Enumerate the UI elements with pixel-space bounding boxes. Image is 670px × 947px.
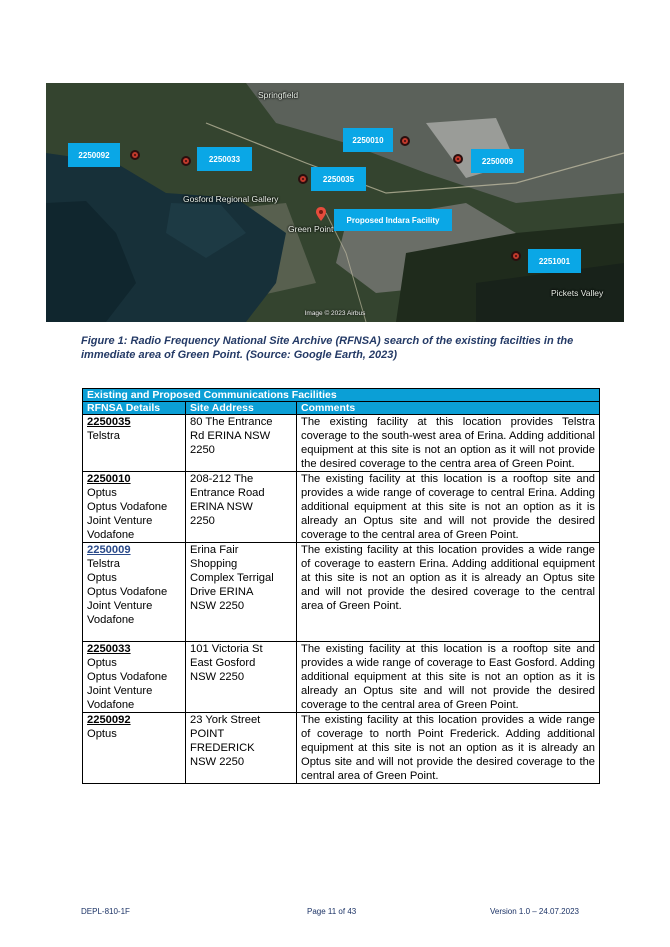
site-id: 2250092 bbox=[87, 714, 131, 726]
address-line: Complex Terrigal bbox=[190, 572, 274, 584]
address-line: 23 York Street bbox=[190, 714, 261, 726]
comment-cell: The existing facility at this location is a rooftop site and provides a wide range of coverage to central Erina. Adding additional equipment at this site is not an option as it is already an Optus site and will not provide the desired coverage to the central area of Green Point. bbox=[297, 472, 600, 543]
address-line: 101 Victoria St bbox=[190, 643, 263, 655]
site-label-2250033: 2250033 bbox=[197, 147, 252, 171]
comment-cell: The existing facility at this location provides a wide range of coverage to eastern Erina. Adding additional equipment at this site is not an option as it is already an Optus site and will not provide the desired coverage to the central area of Green Point. bbox=[297, 543, 600, 642]
address-line: 208-212 The bbox=[190, 473, 254, 485]
carrier: Optus bbox=[87, 572, 117, 584]
site-marker-2250009 bbox=[453, 154, 463, 164]
site-label-2251001: 2251001 bbox=[528, 249, 581, 273]
carrier: Optus bbox=[87, 728, 117, 740]
map-terrain bbox=[46, 83, 624, 322]
carrier: Joint Venture bbox=[87, 600, 153, 612]
site-id: 2250010 bbox=[87, 473, 131, 485]
site-id-link[interactable]: 2250009 bbox=[87, 544, 131, 556]
address-cell bbox=[186, 543, 297, 642]
rfnsa-cell bbox=[83, 415, 186, 472]
address-line: NSW 2250 bbox=[190, 671, 245, 683]
site-marker-2250010 bbox=[400, 136, 410, 146]
carrier: Vodafone bbox=[87, 614, 135, 626]
carrier: Optus Vodafone bbox=[87, 501, 168, 513]
address-cell bbox=[186, 713, 297, 784]
carrier: Optus bbox=[87, 487, 117, 499]
table-row bbox=[83, 472, 600, 543]
map-label-pickets-valley: Pickets Valley bbox=[551, 288, 604, 298]
address-line: 2250 bbox=[190, 515, 215, 527]
address-line: 80 The Entrance bbox=[190, 416, 273, 428]
rfnsa-cell bbox=[83, 642, 186, 713]
carrier: Telstra bbox=[87, 558, 120, 570]
proposed-pin-icon bbox=[316, 207, 326, 221]
figure-caption: Figure 1: Radio Frequency National Site Archive (RFNSA) search of the existing facilties in the immediate area of Green Point. (Source: Google Earth, 2023) bbox=[81, 335, 574, 361]
carrier: Telstra bbox=[87, 430, 120, 442]
carrier: Optus bbox=[87, 657, 117, 669]
header-rfnsa: RFNSA Details bbox=[83, 402, 186, 415]
address-line: POINT bbox=[190, 728, 225, 740]
address-line: NSW 2250 bbox=[190, 600, 245, 612]
table-row bbox=[83, 642, 600, 713]
comment-cell: The existing facility at this location provides Telstra coverage to the south-west area of Erina. Adding additional equipment at this site is not an option as it will not provide the desired coverage to the centra area of Green Point. bbox=[297, 415, 600, 472]
address-line: East Gosford bbox=[190, 657, 256, 669]
address-line: Rd ERINA NSW bbox=[190, 430, 271, 442]
site-marker-2251001 bbox=[511, 251, 521, 261]
footer-version: Version 1.0 – 24.07.2023 bbox=[490, 907, 579, 916]
site-marker-2250092 bbox=[130, 150, 140, 160]
satellite-map bbox=[46, 83, 624, 322]
site-marker-2250035 bbox=[298, 174, 308, 184]
rfnsa-cell bbox=[83, 472, 186, 543]
site-label-2250010: 2250010 bbox=[343, 128, 393, 152]
carrier: Optus Vodafone bbox=[87, 671, 168, 683]
rfnsa-cell bbox=[83, 543, 186, 642]
address-line: NSW 2250 bbox=[190, 756, 245, 768]
carrier: Vodafone bbox=[87, 529, 135, 541]
table-title: Existing and Proposed Communications Facilities bbox=[83, 389, 600, 402]
proposed-facility-label: Proposed Indara Facility bbox=[334, 209, 452, 231]
address-line: Shopping bbox=[190, 558, 238, 570]
map-label-green-point: Green Point bbox=[288, 224, 334, 234]
table-row bbox=[83, 543, 600, 642]
carrier: Joint Venture bbox=[87, 685, 153, 697]
table-header-row bbox=[83, 402, 600, 415]
table-title-row bbox=[83, 389, 600, 402]
site-label-2250035: 2250035 bbox=[311, 167, 366, 191]
table-row bbox=[83, 713, 600, 784]
address-line: Entrance Road bbox=[190, 487, 265, 499]
header-address: Site Address bbox=[186, 402, 297, 415]
address-cell bbox=[186, 472, 297, 543]
address-line: ERINA NSW bbox=[190, 501, 253, 513]
comment-cell: The existing facility at this location provides a wide range of coverage to north Point Frederick. Adding additional equipment at this site is not an option as it is already an Optus site and will not provide the desired coverage to the central area of Green Point. bbox=[297, 713, 600, 784]
facilities-table bbox=[82, 388, 600, 784]
site-marker-2250033 bbox=[181, 156, 191, 166]
comment-cell: The existing facility at this location is a rooftop site and provides a wide range of coverage to East Gosford. Adding additional equipment at this site is not an option as it is already an Optus site and will not provide the desired coverage to the central area of Green Point. bbox=[297, 642, 600, 713]
rfnsa-cell bbox=[83, 713, 186, 784]
address-cell bbox=[186, 415, 297, 472]
map-label-springfield: Springfield bbox=[258, 90, 299, 100]
map-label-gallery: Gosford Regional Gallery bbox=[183, 194, 279, 204]
carrier: Vodafone bbox=[87, 699, 135, 711]
carrier: Joint Venture bbox=[87, 515, 153, 527]
carrier: Optus Vodafone bbox=[87, 586, 168, 598]
address-line: Erina Fair bbox=[190, 544, 239, 556]
table-row bbox=[83, 415, 600, 472]
map-credit: Image © 2023 Airbus bbox=[304, 310, 366, 317]
address-line: Drive ERINA bbox=[190, 586, 254, 598]
address-line: FREDERICK bbox=[190, 742, 255, 754]
address-line: 2250 bbox=[190, 444, 215, 456]
footer-doc-id: DEPL-810-1F bbox=[81, 907, 130, 916]
site-label-2250009: 2250009 bbox=[471, 149, 524, 173]
address-cell bbox=[186, 642, 297, 713]
site-label-2250092: 2250092 bbox=[68, 143, 120, 167]
site-id: 2250035 bbox=[87, 416, 131, 428]
footer-page-number: Page 11 of 43 bbox=[307, 907, 357, 916]
header-comments: Comments bbox=[297, 402, 600, 415]
site-id: 2250033 bbox=[87, 643, 131, 655]
